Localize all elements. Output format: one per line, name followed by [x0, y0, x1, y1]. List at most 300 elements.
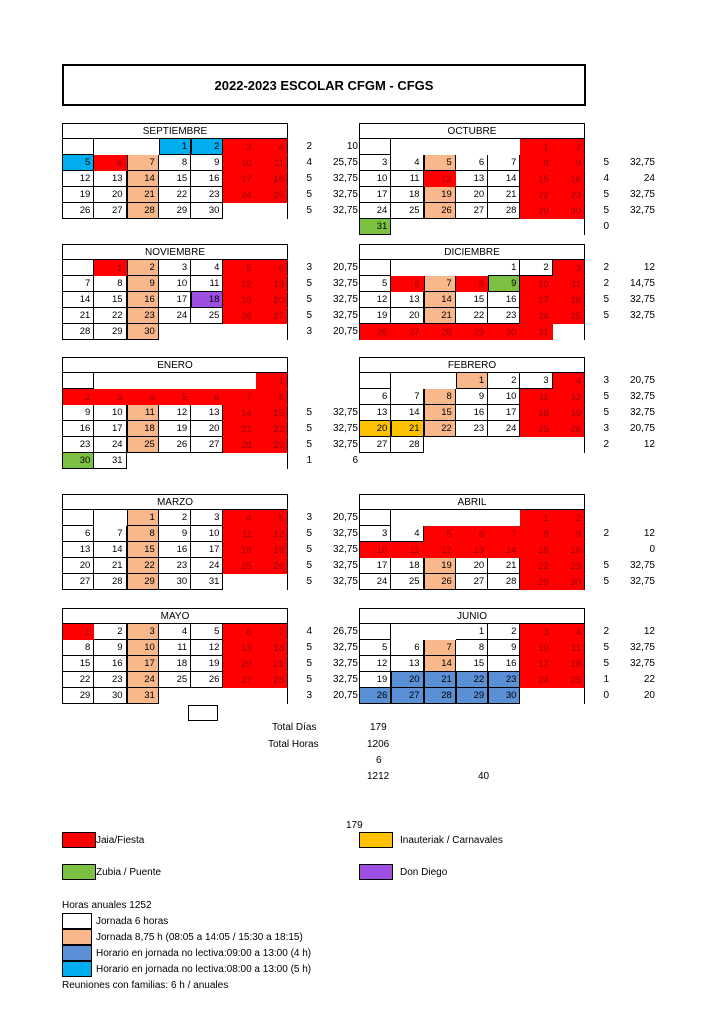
- day-cell: 5: [223, 260, 255, 276]
- day-cell: 3: [127, 624, 159, 640]
- row-days: 5: [306, 642, 312, 653]
- empty-cell: [359, 624, 391, 640]
- row-hours: 20,75: [332, 512, 358, 523]
- day-cell: 3: [359, 526, 391, 542]
- day-cell: 26: [553, 421, 585, 437]
- week-row: [62, 203, 288, 219]
- day-cell: 2: [191, 139, 223, 155]
- day-cell: 27: [191, 437, 223, 453]
- extra-value-2: 1212: [367, 771, 390, 782]
- day-cell: 26: [359, 688, 391, 704]
- day-cell: 4: [256, 139, 288, 155]
- day-cell: 29: [520, 574, 552, 590]
- week-row: [359, 276, 585, 292]
- day-cell: 16: [553, 171, 585, 187]
- empty-cell: [553, 324, 585, 340]
- legend-inauteriak: Inauteriak / Carnavales: [400, 835, 503, 846]
- day-cell: 1: [520, 510, 552, 526]
- day-cell: 11: [159, 640, 191, 656]
- day-cell: 2: [488, 373, 520, 389]
- row-days: 3: [603, 375, 609, 386]
- day-cell: 25: [553, 308, 585, 324]
- day-cell: 9: [191, 155, 223, 171]
- day-cell: 17: [127, 656, 159, 672]
- day-cell: 18: [391, 187, 423, 203]
- day-cell: 6: [94, 155, 126, 171]
- row-days: 4: [306, 626, 312, 637]
- empty-cell: [159, 373, 191, 389]
- day-cell: 11: [520, 389, 552, 405]
- day-cell: 7: [127, 155, 159, 171]
- day-cell: 1: [256, 373, 288, 389]
- day-cell: 9: [488, 276, 520, 292]
- row-hours: 12: [643, 262, 655, 273]
- week-row: [359, 558, 585, 574]
- row-days: 0: [603, 221, 609, 232]
- week-row: [62, 574, 288, 590]
- row-hours: 32,75: [332, 173, 358, 184]
- day-cell: 25: [391, 203, 423, 219]
- week-row: [62, 405, 288, 421]
- empty-cell: [223, 203, 255, 219]
- day-cell: 24: [359, 574, 391, 590]
- empty-cell: [488, 139, 520, 155]
- day-cell: 18: [256, 171, 288, 187]
- day-cell: 10: [127, 640, 159, 656]
- day-cell: 24: [127, 672, 159, 688]
- week-row: [359, 640, 585, 656]
- row-days: 3: [306, 326, 312, 337]
- day-cell: 3: [159, 260, 191, 276]
- day-cell: 15: [456, 656, 488, 672]
- empty-cell: [553, 437, 585, 453]
- empty-cell: [256, 453, 288, 469]
- day-cell: 16: [127, 292, 159, 308]
- empty-cell: [191, 373, 223, 389]
- day-cell: 9: [127, 276, 159, 292]
- day-cell: 6: [391, 640, 423, 656]
- empty-cell: [191, 453, 223, 469]
- day-cell: 30: [62, 453, 94, 469]
- week-row: [62, 421, 288, 437]
- day-cell: 26: [62, 203, 94, 219]
- empty-cell: [62, 139, 94, 155]
- day-cell: 23: [62, 437, 94, 453]
- week-row: [359, 510, 585, 526]
- day-cell: 8: [520, 526, 552, 542]
- empty-cell: [191, 324, 223, 340]
- day-cell: 4: [553, 373, 585, 389]
- day-cell: 1: [62, 624, 94, 640]
- empty-cell: [520, 437, 552, 453]
- day-cell: 29: [456, 688, 488, 704]
- empty-cell: [456, 219, 488, 235]
- row-hours: 32,75: [332, 407, 358, 418]
- day-cell: 6: [62, 526, 94, 542]
- row-hours: 32,75: [332, 423, 358, 434]
- row-days: 5: [603, 157, 609, 168]
- row-days: 3: [306, 512, 312, 523]
- day-cell: 8: [520, 155, 552, 171]
- day-cell: 13: [456, 171, 488, 187]
- week-row: [359, 219, 585, 235]
- extra-value-4: 179: [346, 820, 363, 831]
- day-cell: 15: [127, 542, 159, 558]
- day-cell: 31: [191, 574, 223, 590]
- day-cell: 27: [359, 437, 391, 453]
- day-cell: 15: [424, 405, 456, 421]
- week-row: [62, 155, 288, 171]
- day-cell: 10: [520, 276, 552, 292]
- month-title: FEBRERO: [359, 357, 585, 373]
- empty-cell: [159, 324, 191, 340]
- week-row: [62, 558, 288, 574]
- day-cell: 5: [256, 510, 288, 526]
- day-cell: 31: [94, 453, 126, 469]
- empty-cell: [488, 219, 520, 235]
- day-cell: 21: [391, 421, 423, 437]
- day-cell: 5: [424, 526, 456, 542]
- row-days: 5: [306, 658, 312, 669]
- day-cell: 30: [488, 324, 520, 340]
- day-cell: 19: [424, 187, 456, 203]
- day-cell: 27: [456, 574, 488, 590]
- day-cell: 30: [127, 324, 159, 340]
- day-cell: 16: [553, 542, 585, 558]
- row-hours: 32,75: [629, 642, 655, 653]
- day-cell: 14: [62, 292, 94, 308]
- empty-cell: [456, 437, 488, 453]
- day-cell: 26: [359, 324, 391, 340]
- day-cell: 24: [94, 437, 126, 453]
- day-cell: 5: [359, 276, 391, 292]
- day-cell: 20: [456, 187, 488, 203]
- day-cell: 25: [127, 437, 159, 453]
- week-row: [62, 260, 288, 276]
- empty-cell: [488, 510, 520, 526]
- day-cell: 7: [424, 640, 456, 656]
- row-days: 5: [306, 576, 312, 587]
- day-cell: 26: [424, 203, 456, 219]
- empty-cell: [62, 373, 94, 389]
- day-cell: 5: [424, 155, 456, 171]
- day-cell: 1: [456, 373, 488, 389]
- day-cell: 30: [553, 203, 585, 219]
- day-cell: 29: [520, 203, 552, 219]
- day-cell: 15: [520, 171, 552, 187]
- day-cell: 27: [62, 574, 94, 590]
- month-diciembre: [359, 244, 585, 340]
- day-cell: 12: [159, 405, 191, 421]
- legend-don-diego: Don Diego: [400, 867, 448, 878]
- day-cell: 13: [391, 292, 423, 308]
- day-cell: 26: [159, 437, 191, 453]
- day-cell: 30: [159, 574, 191, 590]
- day-cell: 23: [553, 187, 585, 203]
- day-cell: 19: [424, 558, 456, 574]
- legend-no-lectiva-5: Horario en jornada no lectiva:08:00 a 13:00 (5 h): [96, 964, 312, 975]
- empty-cell: [223, 688, 255, 704]
- day-cell: 10: [223, 155, 255, 171]
- week-row: [62, 453, 288, 469]
- empty-cell: [391, 260, 423, 276]
- row-hours: 32,75: [629, 189, 655, 200]
- day-cell: 21: [256, 656, 288, 672]
- row-days: 5: [306, 278, 312, 289]
- day-cell: 7: [223, 389, 255, 405]
- day-cell: 9: [553, 526, 585, 542]
- day-cell: 18: [391, 558, 423, 574]
- day-cell: 8: [424, 389, 456, 405]
- row-days: 5: [603, 391, 609, 402]
- row-days: 2: [603, 528, 609, 539]
- row-days: 5: [306, 423, 312, 434]
- row-hours: 32,75: [629, 157, 655, 168]
- empty-cell: [456, 139, 488, 155]
- day-cell: 28: [62, 324, 94, 340]
- week-row: [62, 139, 288, 155]
- month-marzo: [62, 494, 288, 590]
- day-cell: 19: [359, 308, 391, 324]
- day-cell: 22: [456, 672, 488, 688]
- day-cell: 12: [359, 656, 391, 672]
- legend-swatch-jaia: [62, 832, 96, 848]
- empty-cell: [159, 453, 191, 469]
- row-hours: 22: [643, 674, 655, 685]
- empty-cell: [127, 453, 159, 469]
- day-cell: 23: [456, 421, 488, 437]
- day-cell: 2: [127, 260, 159, 276]
- row-days: 5: [306, 439, 312, 450]
- day-cell: 8: [62, 640, 94, 656]
- day-cell: 29: [127, 574, 159, 590]
- row-hours: 32,75: [332, 294, 358, 305]
- row-hours: 32,75: [332, 439, 358, 450]
- day-cell: 18: [127, 421, 159, 437]
- row-hours: 32,75: [332, 310, 358, 321]
- day-cell: 2: [159, 510, 191, 526]
- row-days: 5: [306, 528, 312, 539]
- day-cell: 28: [223, 437, 255, 453]
- row-hours: 32,75: [332, 642, 358, 653]
- day-cell: 2: [62, 389, 94, 405]
- day-cell: 16: [456, 405, 488, 421]
- day-cell: 19: [159, 421, 191, 437]
- day-cell: 22: [520, 187, 552, 203]
- day-cell: 13: [191, 405, 223, 421]
- day-cell: 6: [223, 624, 255, 640]
- week-row: [359, 260, 585, 276]
- day-cell: 3: [94, 389, 126, 405]
- week-row: [359, 688, 585, 704]
- row-hours: 32,75: [332, 576, 358, 587]
- day-cell: 11: [553, 640, 585, 656]
- row-hours: 32,75: [629, 407, 655, 418]
- empty-cell: [256, 203, 288, 219]
- week-row: [62, 276, 288, 292]
- week-row: [359, 542, 585, 558]
- row-hours: 12: [643, 439, 655, 450]
- day-cell: 24: [520, 672, 552, 688]
- row-days: 4: [603, 173, 609, 184]
- day-cell: 17: [520, 292, 552, 308]
- empty-cell: [127, 373, 159, 389]
- day-cell: 11: [127, 405, 159, 421]
- day-cell: 16: [191, 171, 223, 187]
- empty-cell: [424, 219, 456, 235]
- day-cell: 5: [159, 389, 191, 405]
- day-cell: 22: [94, 308, 126, 324]
- day-cell: 29: [94, 324, 126, 340]
- day-cell: 3: [520, 373, 552, 389]
- day-cell: 18: [520, 405, 552, 421]
- row-hours: 24: [643, 173, 655, 184]
- day-cell: 31: [520, 324, 552, 340]
- day-cell: 11: [391, 171, 423, 187]
- legend-swatch-don-diego: [359, 864, 393, 880]
- week-row: [359, 437, 585, 453]
- row-hours: 0: [649, 544, 655, 555]
- day-cell: 29: [256, 437, 288, 453]
- day-cell: 13: [456, 542, 488, 558]
- empty-cell: [424, 373, 456, 389]
- day-cell: 13: [256, 276, 288, 292]
- row-hours: 32,75: [332, 544, 358, 555]
- day-cell: 4: [223, 510, 255, 526]
- day-cell: 19: [223, 292, 255, 308]
- week-row: [62, 437, 288, 453]
- day-cell: 26: [191, 672, 223, 688]
- day-cell: 3: [191, 510, 223, 526]
- day-cell: 14: [488, 542, 520, 558]
- month-octubre: [359, 123, 585, 235]
- day-cell: 3: [553, 260, 585, 276]
- row-hours: 6: [352, 455, 358, 466]
- total-dias-value: 179: [370, 722, 387, 733]
- day-cell: 18: [553, 656, 585, 672]
- day-cell: 7: [391, 389, 423, 405]
- empty-cell: [256, 574, 288, 590]
- row-hours: 20,75: [332, 690, 358, 701]
- row-days: 5: [603, 205, 609, 216]
- legend-no-lectiva-4: Horario en jornada no lectiva:09:00 a 13:00 (4 h): [96, 948, 312, 959]
- month-enero: [62, 357, 288, 469]
- day-cell: 30: [553, 574, 585, 590]
- day-cell: 23: [127, 308, 159, 324]
- row-days: 5: [306, 205, 312, 216]
- empty-cell: [62, 510, 94, 526]
- day-cell: 2: [553, 139, 585, 155]
- day-cell: 19: [359, 672, 391, 688]
- day-cell: 24: [191, 558, 223, 574]
- day-cell: 31: [359, 219, 391, 235]
- day-cell: 13: [359, 405, 391, 421]
- empty-cell: [94, 139, 126, 155]
- empty-cell: [62, 260, 94, 276]
- day-cell: 2: [94, 624, 126, 640]
- total-horas-label: Total Horas: [268, 739, 319, 750]
- empty-cell: [223, 324, 255, 340]
- week-row: [359, 656, 585, 672]
- day-cell: 27: [391, 688, 423, 704]
- day-cell: 12: [424, 542, 456, 558]
- row-hours: 14,75: [629, 278, 655, 289]
- row-hours: 26,75: [332, 626, 358, 637]
- week-row: [62, 526, 288, 542]
- day-cell: 15: [62, 656, 94, 672]
- day-cell: 10: [520, 640, 552, 656]
- day-cell: 26: [223, 308, 255, 324]
- day-cell: 8: [456, 276, 488, 292]
- week-row: [62, 542, 288, 558]
- row-hours: 32,75: [332, 674, 358, 685]
- row-hours: 20,75: [332, 262, 358, 273]
- day-cell: 1: [488, 260, 520, 276]
- week-row: [359, 574, 585, 590]
- day-cell: 25: [223, 558, 255, 574]
- day-cell: 6: [391, 276, 423, 292]
- day-cell: 22: [424, 421, 456, 437]
- row-days: 5: [306, 674, 312, 685]
- day-cell: 8: [456, 640, 488, 656]
- day-cell: 13: [391, 656, 423, 672]
- day-cell: 14: [424, 656, 456, 672]
- day-cell: 30: [94, 688, 126, 704]
- day-cell: 19: [256, 542, 288, 558]
- row-hours: 20,75: [629, 375, 655, 386]
- row-days: 2: [603, 262, 609, 273]
- month-title: MAYO: [62, 608, 288, 624]
- row-hours: 25,75: [332, 157, 358, 168]
- day-cell: 21: [62, 308, 94, 324]
- empty-cell: [94, 373, 126, 389]
- day-cell: 9: [553, 155, 585, 171]
- day-cell: 14: [256, 640, 288, 656]
- day-cell: 12: [553, 389, 585, 405]
- week-row: [62, 171, 288, 187]
- week-row: [359, 389, 585, 405]
- month-febrero: [359, 357, 585, 453]
- day-cell: 6: [456, 155, 488, 171]
- empty-cell: [424, 624, 456, 640]
- day-cell: 14: [391, 405, 423, 421]
- empty-cell: [456, 260, 488, 276]
- week-row: [62, 510, 288, 526]
- legend-jornada-6: Jornada 6 horas: [96, 916, 169, 927]
- week-row: [359, 155, 585, 171]
- day-cell: 23: [488, 308, 520, 324]
- day-cell: 1: [520, 139, 552, 155]
- total-horas-value: 1206: [367, 739, 390, 750]
- day-cell: 13: [94, 171, 126, 187]
- day-cell: 14: [127, 171, 159, 187]
- extra-value-1: 6: [376, 755, 382, 766]
- day-cell: 22: [159, 187, 191, 203]
- day-cell: 28: [127, 203, 159, 219]
- day-cell: 3: [223, 139, 255, 155]
- page-title: 2022-2023 ESCOLAR CFGM - CFGS: [62, 64, 586, 106]
- empty-cell: [520, 688, 552, 704]
- row-hours: 32,75: [332, 560, 358, 571]
- day-cell: 22: [62, 672, 94, 688]
- day-cell: 7: [488, 526, 520, 542]
- week-row: [62, 373, 288, 389]
- row-hours: 32,75: [332, 528, 358, 539]
- row-days: 1: [306, 455, 312, 466]
- week-row: [62, 688, 288, 704]
- day-cell: 12: [359, 292, 391, 308]
- day-cell: 12: [424, 171, 456, 187]
